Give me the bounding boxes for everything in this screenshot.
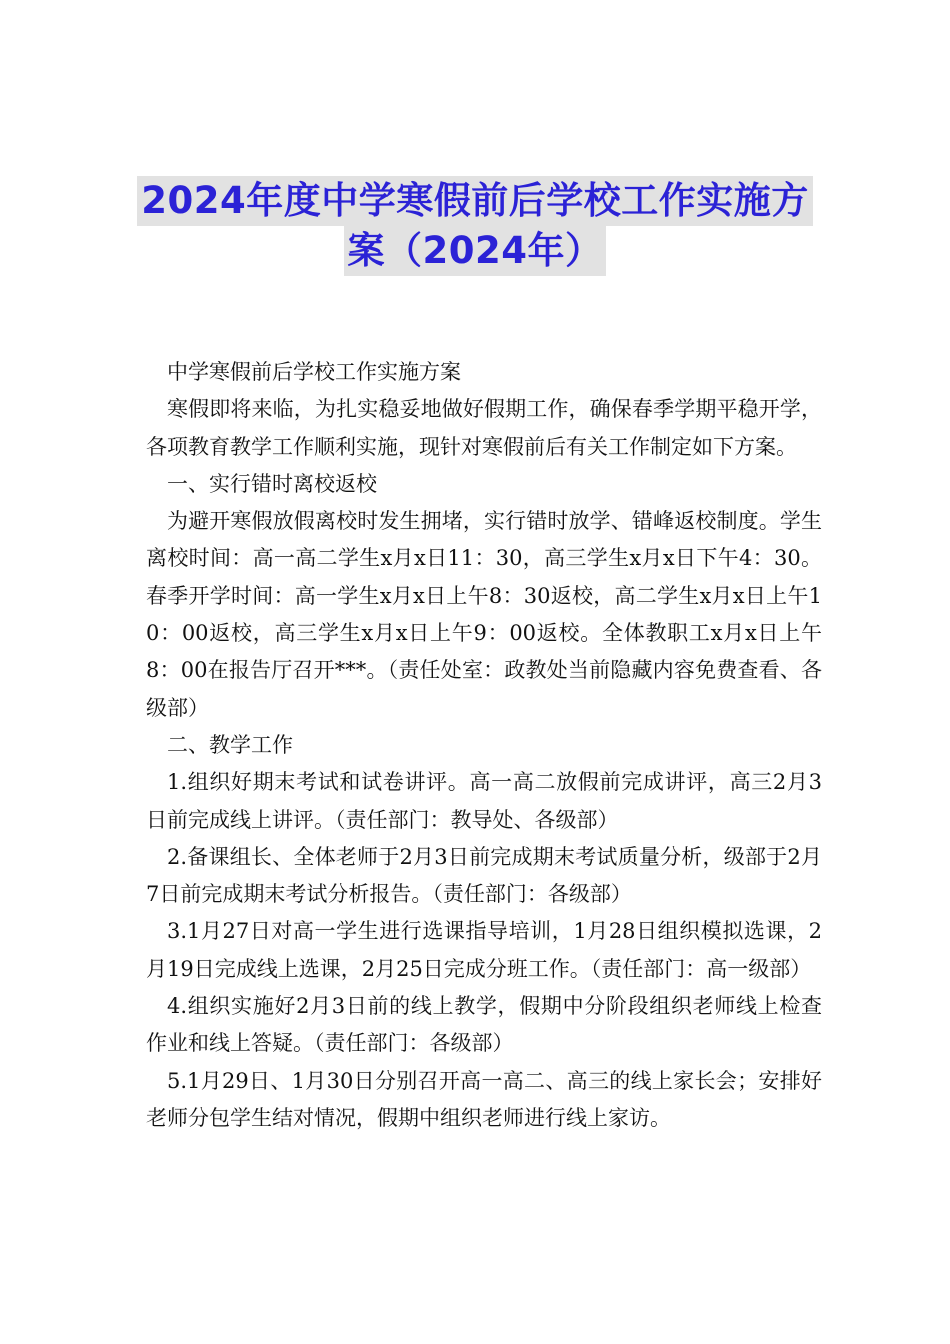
list-item-1: 1.组织好期末考试和试卷讲评。高一高二放假前完成讲评，高三2月3日前完成线上讲评。（责任部门：教导处、各级部） [146,770,822,832]
title-line-2: 案（2024年） [344,226,607,276]
section-heading-2: 二、教学工作 [167,732,293,757]
subtitle-heading: 中学寒假前后学校工作实施方案 [167,360,461,384]
document-title [0,176,950,276]
section-1-paragraph: 为避开寒假放假离校时发生拥堵，实行错时放学、错峰返校制度。学生离校时间：高一高二学生x月x日11：30，高三学生x月x日下午4：30。春季开学时间：高一学生x月x日上午8：30返校，高二学生x月x日上午10：00返校，高三学生x月x日上午9：00返校。全体教职工x月x日上午8：00在报告厅召开***。（责任处室：政教处当前隐藏内容免费查看、各级部） [146,509,822,720]
section-heading-1: 一、实行错时离校返校 [167,471,377,496]
document-body [146,354,822,1137]
intro-paragraph: 寒假即将来临，为扎实稳妥地做好假期工作，确保春季学期平稳开学，各项教育教学工作顺利实施，现针对寒假前后有关工作制定如下方案。 [146,397,822,459]
list-item-5: 5.1月29日、1月30日分别召开高一高二、高三的线上家长会；安排好老师分包学生结对情况，假期中组织老师进行线上家访。 [146,1068,822,1130]
list-item-4: 4.组织实施好2月3日前的线上教学，假期中分阶段组织老师线上检查作业和线上答疑。（责任部门：各级部） [146,994,822,1056]
title-line-1: 2024年度中学寒假前后学校工作实施方 [137,176,812,226]
list-item-3: 3.1月27日对高一学生进行选课指导培训，1月28日组织模拟选课，2月19日完成线上选课，2月25日完成分班工作。（责任部门：高一级部） [146,919,822,981]
list-item-2: 2.备课组长、全体老师于2月3日前完成期末考试质量分析，级部于2月7日前完成期末考试分析报告。（责任部门：各级部） [146,844,822,907]
